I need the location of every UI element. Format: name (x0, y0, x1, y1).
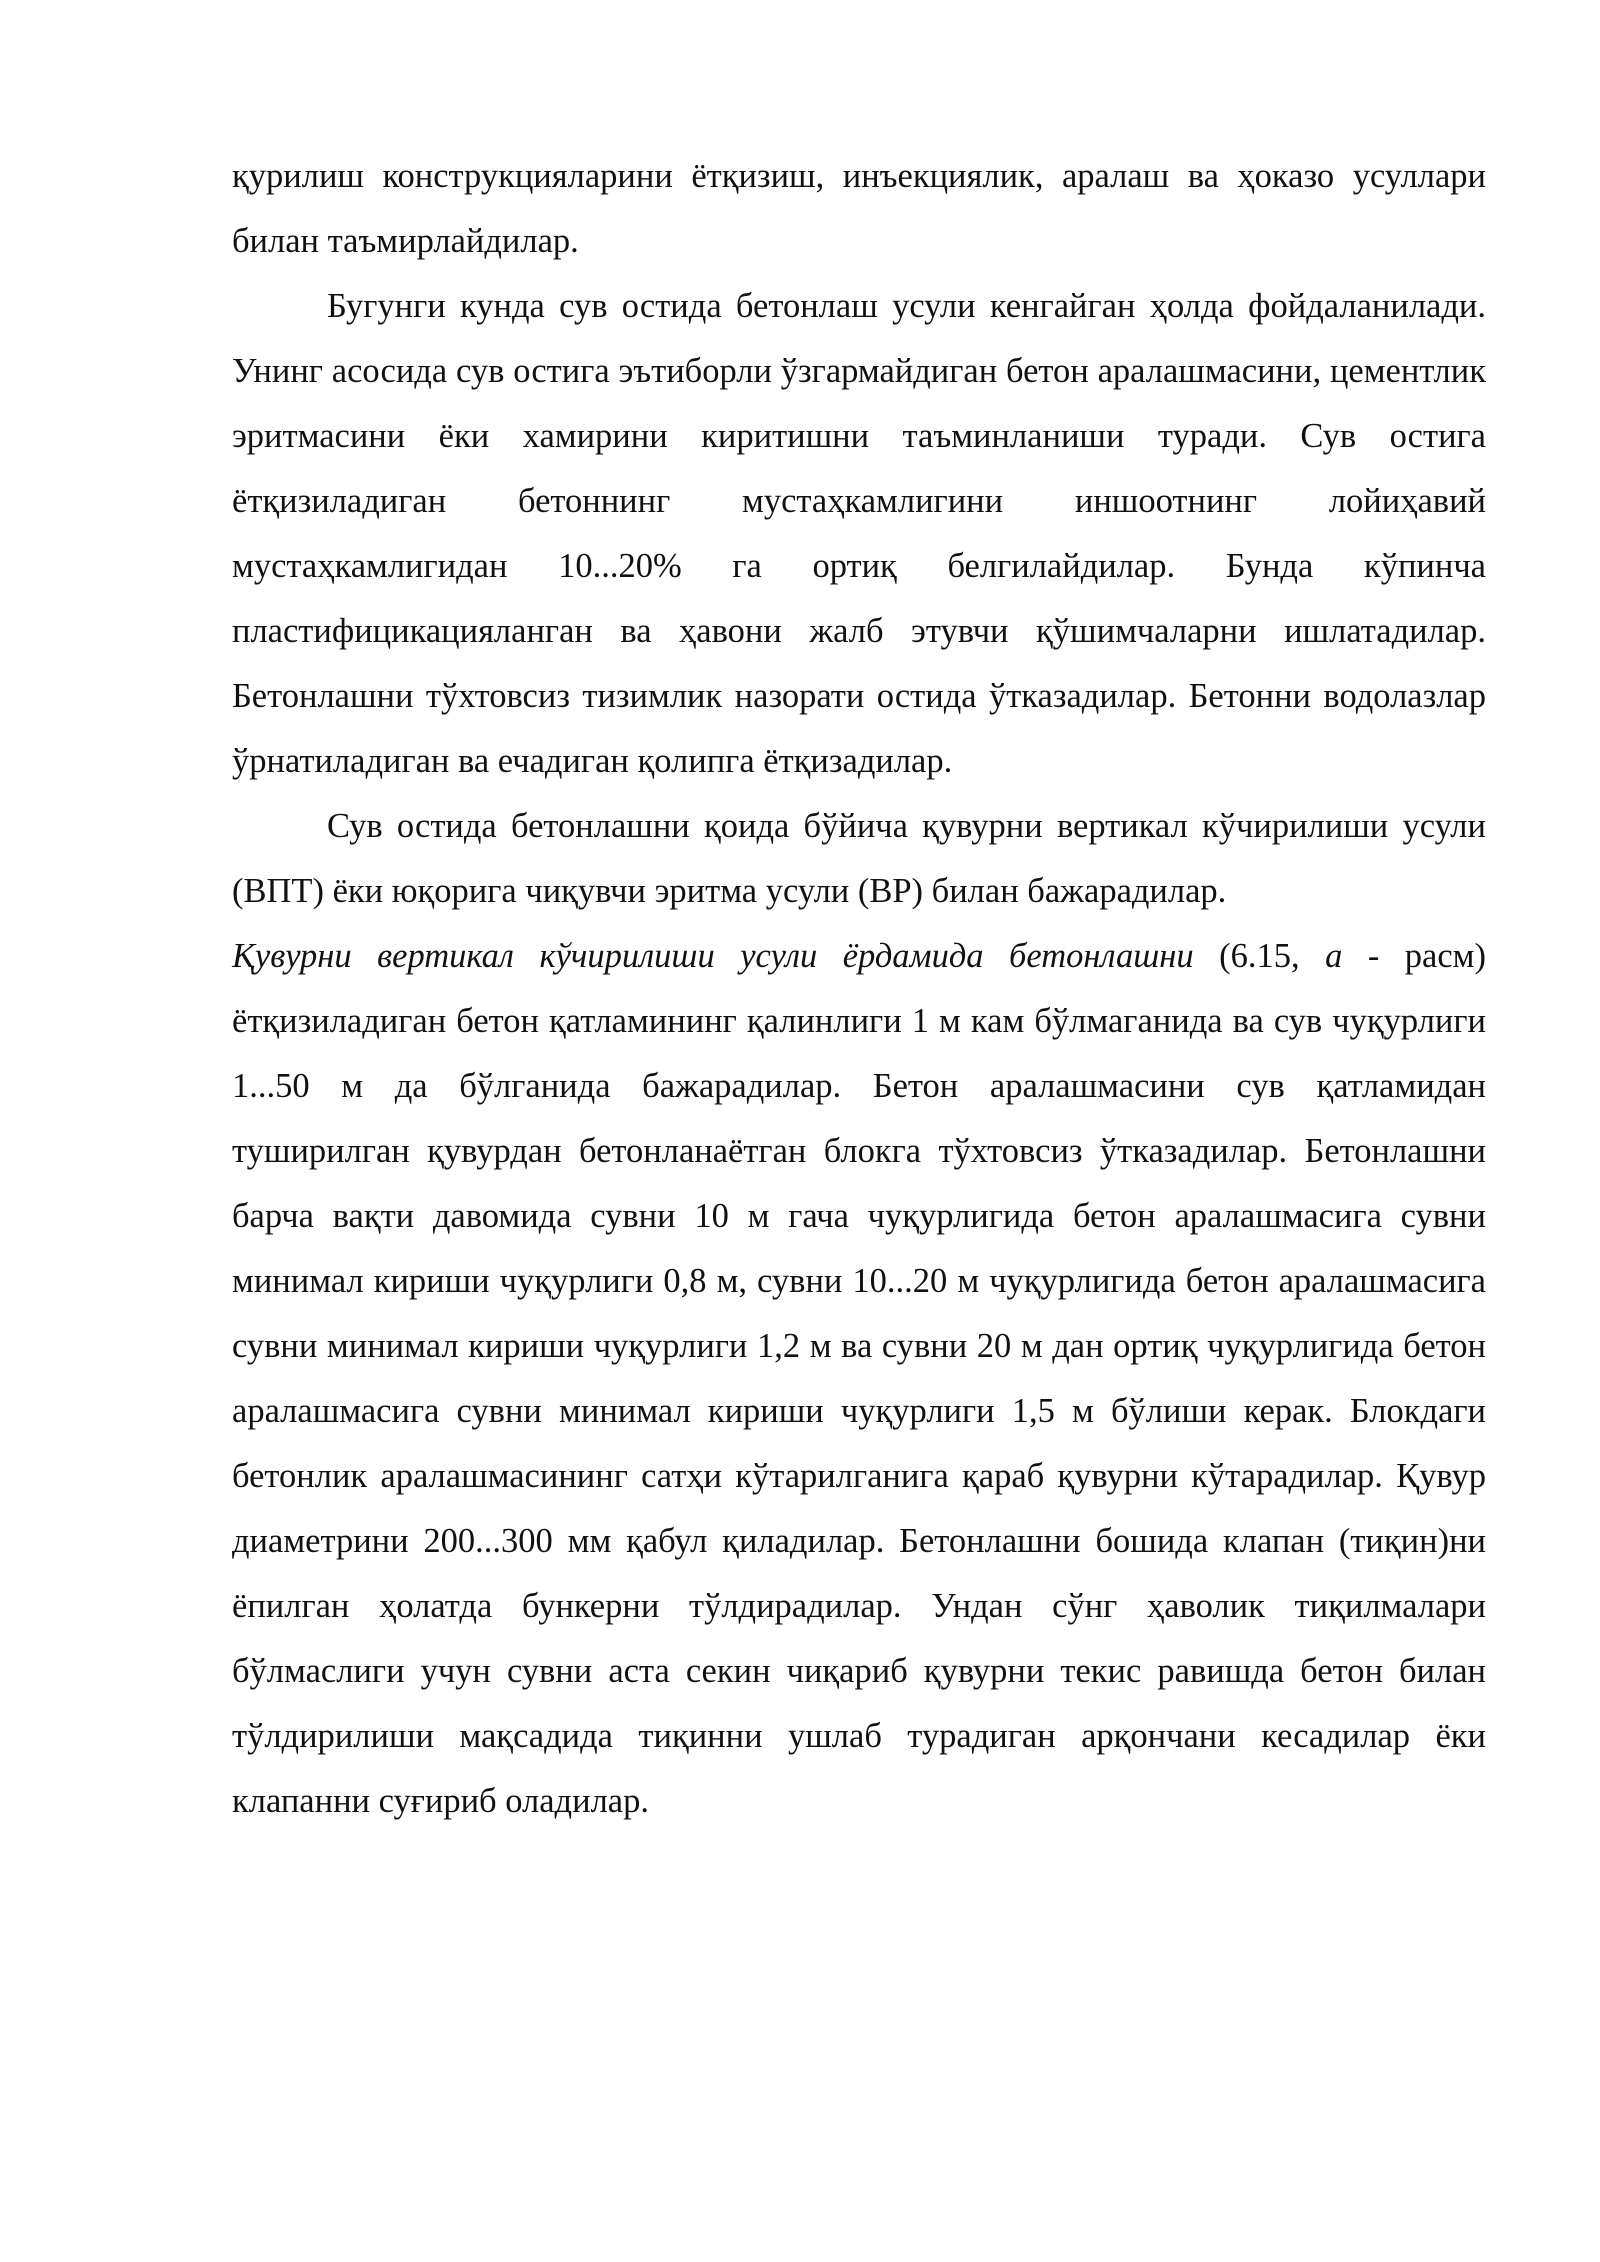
paragraph-1-text: қурилиш конструкцияларини ётқизиш, инъекциялик, аралаш ва ҳоказо усуллари билан таъмирлайдилар. (232, 157, 1486, 260)
paragraph-4-text: - расм) ётқизиладиган бетон қатламининг қалинлиги 1 м кам бўлмаганида ва сув чуқурлиги 1...50 м да бўлганида бажарадилар. Бетон аралашмасини сув қатламидан туширилган қувурдан бетонланаётган блокга тўхтовсиз ўтказадилар. Бетонлашни барча вақти давомида сувни 10 м гача чуқурлигида бетон аралашмасига сувни минимал кириши чуқурлиги 0,8 м, сувни 10...20 м чуқурлигида бетон аралашмасига сувни минимал кириши чуқурлиги 1,2 м ва сувни 20 м дан ортиқ чуқурлигида бетон аралашмасига сувни минимал кириши чуқурлиги 1,5 м бўлиши керак. Блокдаги бетонлик аралашмасининг сатҳи кўтарилганига қараб қувурни кўтарадилар. Қувур диаметрини 200...300 мм қабул қиладилар. Бетонлашни бошида клапан (тиқин)ни ёпилган ҳолатда бункерни тўлдирадилар. Ундан сўнг ҳаволик тиқилмалари бўлмаслиги учун сувни аста секин чиқариб қувурни текис равишда бетон билан тўлдирилиши мақсадида тиқинни ушлаб турадиган арқончани кесадилар ёки клапанни суғириб оладилар. (232, 937, 1486, 1820)
paragraph-3 (232, 794, 1486, 924)
paragraph-4-figure-letter: а (1325, 937, 1343, 975)
paragraph-2 (232, 274, 1486, 794)
paragraph-4-figure-ref-open: (6.15, (1193, 937, 1326, 975)
document-page (232, 144, 1486, 1834)
paragraph-4 (232, 924, 1486, 1834)
paragraph-3-text: Сув остида бетонлашни қоида бўйича қувурни вертикал кўчирилиши усули (ВПТ) ёки юқорига чиқувчи эритма усули (ВР) билан бажарадилар. (232, 807, 1486, 910)
paragraph-1 (232, 144, 1486, 274)
paragraph-4-italic-lead: Қувурни вертикал кўчирилиши усули ёрдамида бетонлашни (232, 937, 1194, 975)
paragraph-2-text: Бугунги кунда сув остида бетонлаш усули кенгайган ҳолда фойдаланилади. Унинг асосида сув остига эътиборли ўзгармайдиган бетон аралашмасини, цементлик эритмасини ёки хамирини киритишни таъминланиши туради. Сув остига ётқизиладиган бетоннинг мустаҳкамлигини иншоотнинг лойиҳавий мустаҳкамлигидан 10...20% га ортиқ белгилайдилар. Бунда кўпинча пластифицикацияланган ва ҳавони жалб этувчи қўшимчаларни ишлатадилар. Бетонлашни тўхтовсиз тизимлик назорати остида ўтказадилар. Бетонни водолазлар ўрнатиладиган ва ечадиган қолипга ётқизадилар. (232, 287, 1486, 780)
